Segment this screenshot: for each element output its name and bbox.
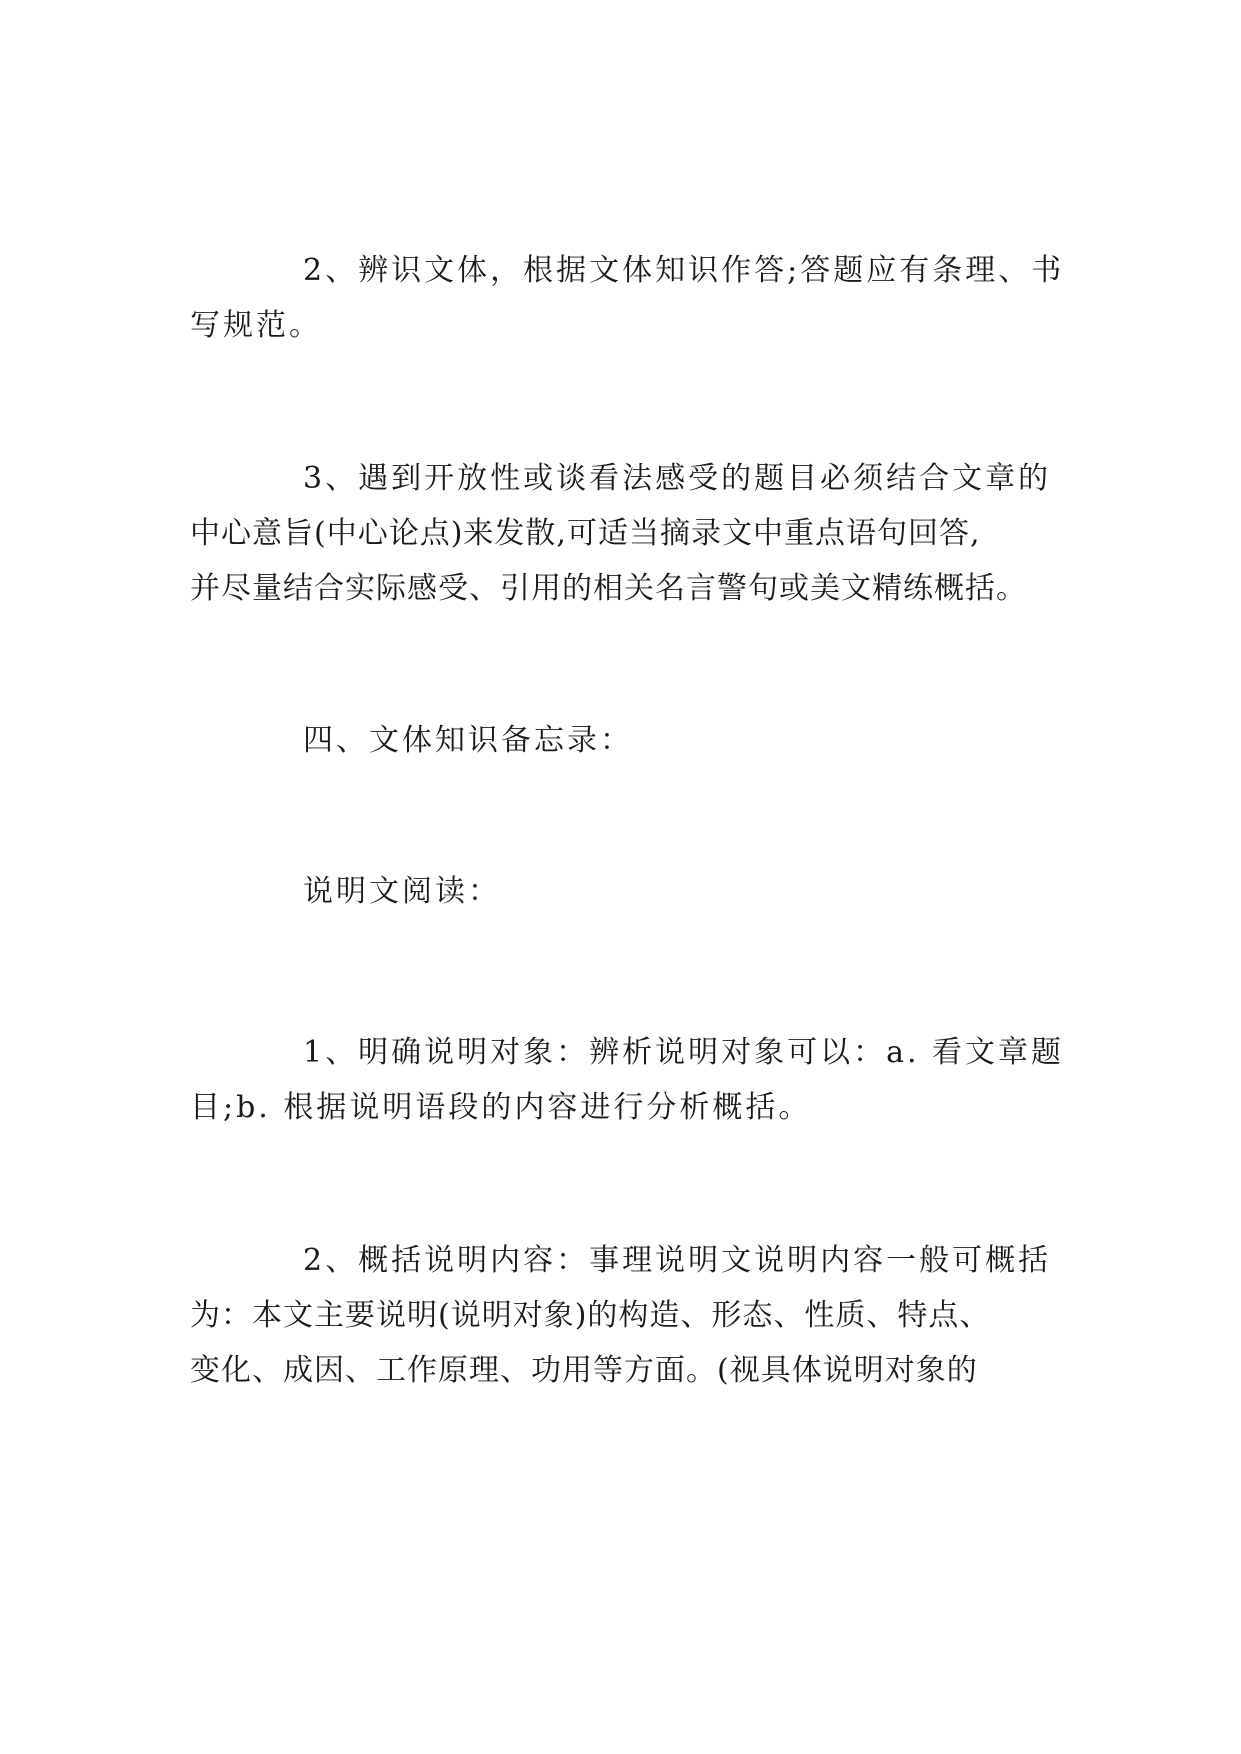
text-line: 中心意旨(中心论点)来发散,可适当摘录文中重点语句回答,: [190, 516, 981, 551]
text-line: 2、辨识文体，根据文体知识作答;答题应有条理、书: [303, 253, 1065, 288]
paragraph-content: [190, 1233, 1060, 1398]
text-line: 写规范。: [190, 308, 322, 343]
heading-text: 说明文阅读：: [303, 874, 501, 909]
text-line: 目;b. 根据说明语段的内容进行分析概括。: [190, 1090, 812, 1125]
text-line: 3、遇到开放性或谈看法感受的题目必须结合文章的: [303, 461, 1052, 496]
text-line: 变化、成因、工作原理、功用等方面。(视具体说明对象的: [190, 1353, 978, 1388]
text-line: 并尽量结合实际感受、引用的相关名言警句或美文精练概括。: [190, 571, 1027, 606]
text-line: 2、概括说明内容：事理说明文说明内容一般可概括: [303, 1243, 1052, 1278]
paragraph-object: [190, 1025, 1065, 1135]
heading-text: 四、文体知识备忘录：: [303, 723, 633, 758]
paragraph-open-questions: [190, 451, 1060, 616]
text-line: 为：本文主要说明(说明对象)的构造、形态、性质、特点、: [190, 1298, 991, 1333]
text-line: 1、明确说明对象：辨析说明对象可以：a. 看文章题: [303, 1035, 1065, 1070]
subsection-heading: [190, 864, 1060, 919]
paragraph-answer-style: [190, 243, 1065, 353]
section-heading: [190, 713, 1060, 768]
